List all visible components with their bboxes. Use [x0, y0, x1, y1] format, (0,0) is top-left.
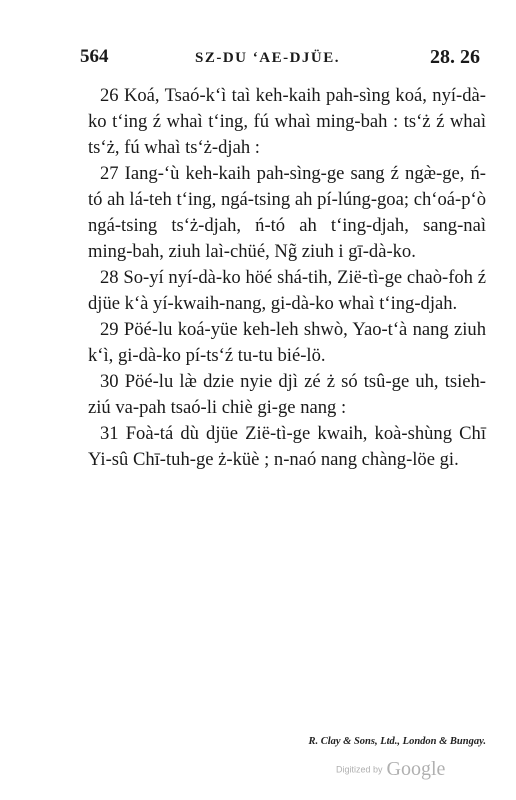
digitized-by-label: Digitized by: [336, 764, 383, 775]
verse-29: 29 Pöé-lu koá-yüe keh-leh shwò, Yao-t‘à nang ziuh k‘ì, gi-dà-ko pí-ts‘ź tu-tu bié-lö.: [88, 319, 486, 366]
chapter-verse-reference: 28. 26: [430, 46, 480, 68]
verse-31: 31 Foà-tá dù djüe Zië-tì-ge kwaih, koà-shùng Chī Yi-sû Chī-tuh-ge ż-küè ; n-naó nang chàng-löe gi.: [88, 423, 486, 470]
printer-imprint: R. Clay & Sons, Ltd., London & Bungay.: [308, 736, 486, 747]
verse-text-block: [88, 83, 486, 473]
verse-28: 28 So-yí nyí-dà-ko höé shá-tih, Zië-tì-ge chaò-foh ź djüe k‘à yí-kwaih-nang, gi-dà-ko whaì t‘ing-djah.: [88, 267, 486, 314]
verse-27: 27 Iang-‘ù keh-kaih pah-sìng-ge sang ź ngæ̀-ge, ń-tó ah lá-teh t‘ing, ngá-tsing ah pí-lúng-goa; ch‘oá-p‘ò ngá-tsing ts‘ż-djah, ń-tó ah t‘ing-djah, sang-naì ming-bah, ziuh laì-chüé, Ng̃ ziuh i gī-dà-ko.: [88, 163, 486, 262]
running-head: [80, 45, 480, 69]
page-number: 564: [80, 46, 109, 67]
google-logo: Google: [386, 758, 446, 780]
digitizer-watermark: [336, 758, 445, 781]
book-title: SZ-DU ‘AE-DJÜE.: [195, 50, 341, 66]
verse-26: 26 Koá, Tsaó-k‘ì taì keh-kaih pah-sìng koá, nyí-dà-ko t‘ing ź whaì t‘ing, fú whaì ming-bah : ts‘ż ź whaì ts‘ż, fú whaì ts‘ż-djah :: [88, 85, 486, 158]
verse-30: 30 Pöé-lu læ̀ dzie nyie djì zé ż só tsû-ge uh, tsieh-ziú va-pah tsaó-li chiè gi-ge nang :: [88, 371, 486, 418]
